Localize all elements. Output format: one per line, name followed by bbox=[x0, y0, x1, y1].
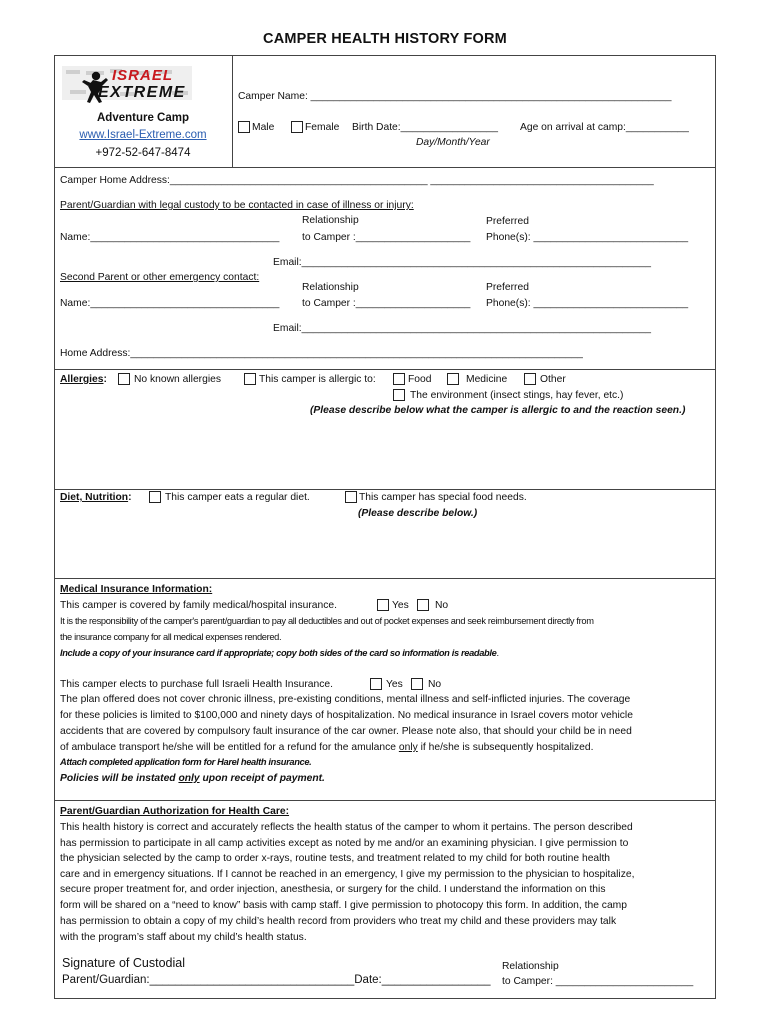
diet-description-area[interactable] bbox=[58, 524, 712, 574]
plan-line-4 bbox=[60, 742, 593, 753]
authorization-line: the physician selected by the camp to order x-rays, routine tests, and treatment related to my child for both routine health bbox=[60, 853, 611, 864]
signature-relationship-field[interactable]: to Camper: ________________________ bbox=[502, 976, 694, 987]
family-insurance-no-label: No bbox=[435, 600, 449, 611]
no-allergies-checkbox[interactable] bbox=[118, 373, 130, 385]
family-insurance-yes-label: Yes bbox=[392, 600, 409, 611]
plan-line-4-start: of ambulace transport he/she will be entitled for a refund for the amulance bbox=[60, 742, 399, 753]
guardian2-relationship-label: Relationship bbox=[302, 282, 359, 293]
camp-website-link[interactable]: www.Israel-Extreme.com bbox=[79, 129, 207, 141]
authorization-line: has permission to participate in all camp activities except as noted by me and/or an examining physician. I give permission to bbox=[60, 838, 629, 849]
rule-header bbox=[54, 167, 716, 168]
israeli-insurance-no-checkbox[interactable] bbox=[411, 678, 423, 690]
israeli-insurance-no-label: No bbox=[428, 679, 442, 690]
plan-line-4-only: only bbox=[398, 742, 418, 753]
israeli-insurance-yes-label: Yes bbox=[386, 679, 403, 690]
israeli-insurance-yes-checkbox[interactable] bbox=[370, 678, 382, 690]
signature-date-field[interactable]: Parent/Guardian:________________________________Date:_________________ bbox=[62, 974, 491, 986]
camp-logo bbox=[60, 62, 210, 106]
header-divider bbox=[232, 55, 233, 167]
guardian1-email-field[interactable]: Email:_____________________________________________________________ bbox=[273, 257, 651, 268]
guardian1-relationship-label: Relationship bbox=[302, 215, 359, 226]
female-checkbox[interactable] bbox=[291, 121, 303, 133]
camp-name: Adventure Camp bbox=[96, 112, 190, 124]
female-label: Female bbox=[305, 122, 340, 133]
rule-allergies bbox=[54, 369, 716, 370]
environment-allergy-label: The environment (insect stings, hay fever, etc.) bbox=[410, 390, 624, 401]
policies-note-start: Policies will be instated bbox=[60, 773, 179, 784]
medicine-allergy-label: Medicine bbox=[466, 374, 508, 385]
include-copy-text: Include a copy of your insurance card if appropriate; copy both sides of the card so information is readable bbox=[60, 648, 497, 658]
authorization-line: secure proper treatment for, and order injection, anesthesia, or surgery for the child. I understand the information on this bbox=[60, 884, 606, 895]
logo-text-extreme: EXTREME bbox=[98, 84, 186, 101]
allergies-description-area[interactable] bbox=[58, 420, 712, 486]
form-title: CAMPER HEALTH HISTORY FORM bbox=[263, 31, 507, 47]
food-allergy-checkbox[interactable] bbox=[393, 373, 405, 385]
allergic-to-label: This camper is allergic to: bbox=[259, 374, 376, 385]
diet-instruction: (Please describe below.) bbox=[358, 508, 478, 519]
guardian1-phone-field[interactable]: Phone(s): ___________________________ bbox=[486, 232, 689, 243]
regular-diet-label: This camper eats a regular diet. bbox=[165, 492, 310, 503]
second-contact-heading: Second Parent or other emergency contact: bbox=[60, 272, 260, 283]
food-allergy-label: Food bbox=[408, 374, 432, 385]
plan-line-1: The plan offered does not cover chronic illness, pre-existing conditions, mental illness and self-inflicted injuries. The coverage bbox=[60, 694, 631, 705]
policies-note bbox=[60, 773, 325, 784]
camper-name-field[interactable]: Camper Name: _______________________________________________________________ bbox=[238, 91, 672, 102]
other-allergy-label: Other bbox=[540, 374, 566, 385]
no-allergies-label: No known allergies bbox=[134, 374, 221, 385]
guardian2-relationship-field[interactable]: to Camper :____________________ bbox=[302, 298, 471, 309]
diet-heading bbox=[60, 492, 132, 503]
rule-authorization bbox=[54, 800, 716, 801]
authorization-heading: Parent/Guardian Authorization for Health Care: bbox=[60, 806, 290, 817]
guardian1-preferred-label: Preferred bbox=[486, 216, 529, 227]
authorization-line: with the program’s staff about my child’s health status. bbox=[60, 932, 307, 943]
allergies-colon: : bbox=[103, 374, 107, 385]
allergic-to-checkbox[interactable] bbox=[244, 373, 256, 385]
family-insurance-question: This camper is covered by family medical/hospital insurance. bbox=[60, 600, 337, 611]
allergies-heading bbox=[60, 374, 107, 385]
plan-line-4-end: if he/she is subsequently hospitalized. bbox=[417, 742, 594, 753]
include-copy-note bbox=[60, 648, 499, 658]
policies-note-only: only bbox=[178, 773, 200, 784]
male-label: Male bbox=[252, 122, 275, 133]
authorization-line: has permission to obtain a copy of my child’s health record from providers who treat my child and these providers may talk bbox=[60, 916, 617, 927]
special-diet-label: This camper has special food needs. bbox=[359, 492, 527, 503]
camp-phone: +972-52-647-8474 bbox=[95, 147, 191, 159]
rule-diet bbox=[54, 489, 716, 490]
guardian2-phone-field[interactable]: Phone(s): ___________________________ bbox=[486, 298, 689, 309]
insurance-heading: Medical Insurance Information: bbox=[60, 584, 213, 595]
diet-label: Diet, Nutrition bbox=[60, 492, 129, 503]
authorization-line: care and in emergency situations. If I cannot be reached in an emergency, I give my permission to the physician to hospitalize, bbox=[60, 869, 635, 880]
plan-line-3: accidents that are covered by compulsory fault insurance of the car owner. Please note also, that should your child be in need bbox=[60, 726, 632, 737]
regular-diet-checkbox[interactable] bbox=[149, 491, 161, 503]
policies-note-end: upon receipt of payment. bbox=[199, 773, 325, 784]
special-diet-checkbox[interactable] bbox=[345, 491, 357, 503]
male-checkbox[interactable] bbox=[238, 121, 250, 133]
include-copy-period: . bbox=[496, 648, 499, 658]
plan-line-2: for these policies is limited to $100,000 and ninety days of hospitalization. No medical insurance in Israel covers motor vehicle bbox=[60, 710, 633, 721]
camper-home-address-field[interactable]: Camper Home Address:_____________________________________________ _______________________________________ bbox=[60, 175, 654, 186]
guardian-home-address-field[interactable]: Home Address:_______________________________________________________________________________ bbox=[60, 348, 583, 359]
allergies-label: Allergies bbox=[60, 374, 104, 385]
authorization-line: form will be shared on a “need to know” basis with camp staff. I give permission to photocopy this form. In addition, the camp bbox=[60, 900, 627, 911]
guardian2-email-field[interactable]: Email:_____________________________________________________________ bbox=[273, 323, 651, 334]
medicine-allergy-checkbox[interactable] bbox=[447, 373, 459, 385]
age-field[interactable]: Age on arrival at camp:___________ bbox=[520, 122, 689, 133]
authorization-line: This health history is correct and accurately reflects the health status of the camper to whom it pertains. The person described bbox=[60, 822, 633, 833]
attach-application-note: Attach completed application form for Harel health insurance. bbox=[60, 757, 312, 767]
guardian1-relationship-field[interactable]: to Camper :____________________ bbox=[302, 232, 471, 243]
signature-label: Signature of Custodial bbox=[62, 956, 185, 970]
environment-allergy-checkbox[interactable] bbox=[393, 389, 405, 401]
diet-colon: : bbox=[128, 492, 132, 503]
family-insurance-yes-checkbox[interactable] bbox=[377, 599, 389, 611]
guardian2-name-field[interactable]: Name:_________________________________ bbox=[60, 298, 280, 309]
guardian1-name-field[interactable]: Name:_________________________________ bbox=[60, 232, 280, 243]
guardian-heading: Parent/Guardian with legal custody to be contacted in case of illness or injury: bbox=[60, 200, 414, 211]
other-allergy-checkbox[interactable] bbox=[524, 373, 536, 385]
family-insurance-no-checkbox[interactable] bbox=[417, 599, 429, 611]
guardian2-preferred-label: Preferred bbox=[486, 282, 529, 293]
logo-text-israel: ISRAEL bbox=[112, 67, 174, 84]
rule-insurance bbox=[54, 578, 716, 579]
responsibility-line-1: It is the responsibility of the camper's parent/guardian to pay all deductibles and out of pocket expenses and seek reimbursement directly from bbox=[60, 616, 594, 626]
israeli-insurance-question: This camper elects to purchase full Israeli Health Insurance. bbox=[60, 679, 333, 690]
signature-relationship-label: Relationship bbox=[502, 961, 559, 972]
birth-date-field[interactable]: Birth Date:_________________ bbox=[352, 122, 498, 133]
responsibility-line-2: the insurance company for all medical expenses rendered. bbox=[60, 632, 282, 642]
allergies-instruction: (Please describe below what the camper is allergic to and the reaction seen.) bbox=[310, 405, 686, 416]
date-format-hint: Day/Month/Year bbox=[416, 137, 490, 148]
